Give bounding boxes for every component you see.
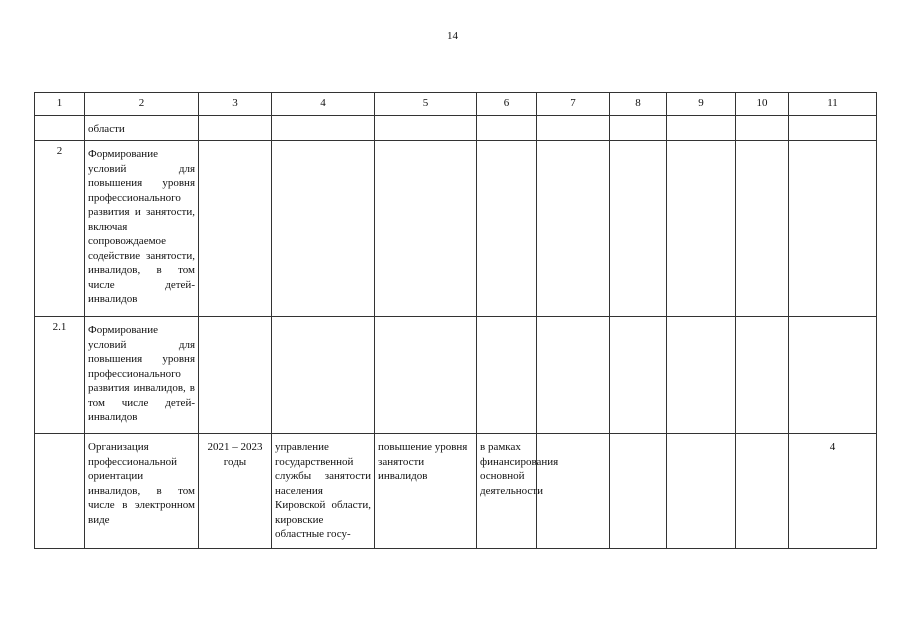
- row-number: 2.1: [35, 317, 85, 434]
- financing-cell: [477, 141, 537, 317]
- period-cell: [199, 141, 272, 317]
- value-cell: [537, 317, 610, 434]
- value-cell: [610, 116, 667, 141]
- value-cell: [610, 141, 667, 317]
- table-row: [35, 116, 877, 141]
- value-cell: [789, 141, 877, 317]
- result-cell: [375, 116, 477, 141]
- result-cell: [375, 141, 477, 317]
- period-cell: [199, 116, 272, 141]
- executor-cell: [272, 141, 375, 317]
- measure-title: Формирование условий для повышения уровня профессионального развития и занятости, включая сопровождаемое содействие занятости, инвалидов, в том числе детей-инвалидов: [85, 141, 199, 317]
- row-number: [35, 434, 85, 549]
- value-cell: [736, 317, 789, 434]
- result-cell: [375, 317, 477, 434]
- value-cell: [736, 434, 789, 549]
- executor-cell: [272, 116, 375, 141]
- financing-cell: в рамках финансирования основной деятельности: [477, 434, 537, 549]
- executor-cell: управление государственной службы занятости населения Кировской области, кировские областные госу-: [272, 434, 375, 549]
- value-cell: [537, 141, 610, 317]
- value-cell: [789, 116, 877, 141]
- executor-cell: [272, 317, 375, 434]
- header-cell: 1: [35, 93, 85, 116]
- column-numbers-row: [35, 93, 877, 116]
- value-cell: [667, 116, 736, 141]
- measure-title: области: [85, 116, 199, 141]
- header-cell: 8: [610, 93, 667, 116]
- table-row: [35, 141, 877, 317]
- value-cell: [736, 141, 789, 317]
- table-row: [35, 317, 877, 434]
- period-cell: [199, 317, 272, 434]
- header-cell: 11: [789, 93, 877, 116]
- header-cell: 9: [667, 93, 736, 116]
- measures-table: [34, 92, 877, 549]
- header-cell: 10: [736, 93, 789, 116]
- header-cell: 5: [375, 93, 477, 116]
- measure-title: Организация профессиональной ориентации инвалидов, в том числе в электронном виде: [85, 434, 199, 549]
- value-cell: [667, 317, 736, 434]
- value-cell: [610, 434, 667, 549]
- value-cell: [610, 317, 667, 434]
- value-cell: [667, 141, 736, 317]
- value-cell: [736, 116, 789, 141]
- financing-cell: [477, 116, 537, 141]
- measure-title: Формирование условий для повышения уровня профессионального развития инвалидов, в том числе детей-инвалидов: [85, 317, 199, 434]
- value-cell: 4: [789, 434, 877, 549]
- financing-cell: [477, 317, 537, 434]
- header-cell: 3: [199, 93, 272, 116]
- header-cell: 2: [85, 93, 199, 116]
- value-cell: [789, 317, 877, 434]
- value-cell: [667, 434, 736, 549]
- value-cell: [537, 116, 610, 141]
- row-number: [35, 116, 85, 141]
- header-cell: 7: [537, 93, 610, 116]
- value-cell: [537, 434, 610, 549]
- result-cell: повышение уровня занятости инвалидов: [375, 434, 477, 549]
- header-cell: 4: [272, 93, 375, 116]
- page-number: 14: [447, 30, 458, 42]
- table-row: [35, 434, 877, 549]
- header-cell: 6: [477, 93, 537, 116]
- period-cell: 2021 – 2023 годы: [199, 434, 272, 549]
- row-number: 2: [35, 141, 85, 317]
